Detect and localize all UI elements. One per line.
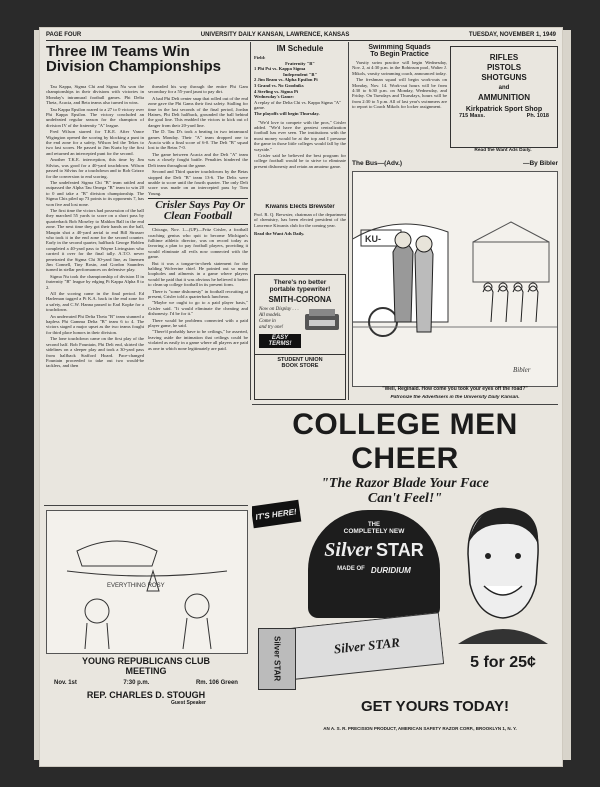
story-paragraph: A bad Phi Delt center snap that rolled out of the end zone gave the Phi Gams their first safety. Stalling for time in the last seconds of the final period, Jordan Haines, Phi Delt halfback, grounded the ball behind the goal line. This enabled the victors to kick out of danger from their 20-yard line.: [148, 95, 248, 128]
swimming-headline-2: To Begin Practice: [370, 51, 429, 58]
republicans-ad: [46, 656, 246, 756]
smith-corona-ad: [254, 274, 346, 400]
kiwanis-body: Prof. R. Q. Brewster, chairman of the department of chemistry, has been elected president of the Lawrence Kiwanis club for the coming year.: [254, 212, 346, 228]
ad-line: portable typewriter!: [269, 286, 331, 293]
ad-subhead-line-2: Can't Feel!": [367, 491, 443, 506]
shop-name: Kirkpatrick Sport Shop: [465, 106, 543, 113]
cartoon-signature: Bibler: [513, 366, 531, 374]
brand-name: SMITH-CORONA: [268, 295, 332, 304]
story-paragraph: "Maybe we ought to go to a paid player basis," Crisler said. "It would eliminate the cheating and dishonesty. I'd be for it.": [148, 300, 248, 317]
ad-price: 5 for 25¢: [470, 654, 536, 671]
cartoon-label: EVERYTHING ROSY: [107, 583, 165, 589]
paper-name: UNIVERSITY DAILY KANSAN, LAWRENCE, KANSAS: [200, 32, 350, 38]
sport-shop-ad: [450, 46, 558, 148]
story-paragraph: Another T.K.E. interception, this time by Jim Silvius, was good for a 40-yard touchdown. Wilson passed to Silvius for a touchdown and to Rob Grizzo for the conversion to end scoring.: [46, 157, 144, 179]
headline-line-1: Three IM Teams Win: [46, 44, 190, 60]
ad-line: There's no better: [273, 279, 327, 286]
game-line: 4 Sterling vs. Sigma Pi: [254, 88, 299, 94]
ad-line: Come in: [259, 319, 276, 324]
ad-line: Now on Display . . .: [259, 307, 299, 312]
im-schedule-title: IM Schedule: [276, 44, 324, 53]
logo-the: THE: [368, 522, 380, 528]
story-paragraph: But it was a tongue-in-cheek statement for the balding Wolverine chief. He pointed out so many loopholes and ailments in a game where players would be paid that it was obvious he believed it better to clean up college football in its present form.: [148, 260, 248, 288]
newspaper-page: [40, 28, 562, 766]
meeting-room: Rm. 106 Green: [195, 680, 238, 686]
swimming-story: [352, 44, 447, 164]
cartoon-title: The Bus—(Adv.): [352, 160, 403, 167]
story-paragraph: There is "some dishonesty" in football recruiting at present, Crisler told a quarterback luncheon.: [148, 288, 248, 299]
logo-duridium: DURIDIUM: [370, 566, 411, 575]
game-line: 3 Grand vs. No Goodniks: [254, 82, 304, 88]
sub-headline-box: [148, 198, 248, 225]
league-label: Fraternity "B": [285, 60, 315, 66]
guest-speaker-role: Guest Speaker: [170, 700, 206, 706]
story-paragraph: Varsity swim practice will begin Wednesday, Nov. 2, at 4:30 p.m. in the Robinson pool, Walter J. Mikols, varsity swimming coach, announced today.: [352, 60, 447, 76]
story-paragraph: All the scoring came in the final period. Ed Harleman tagged a Pi K.A. back in the end zone for a safety, and C.W. Hanna passed to Earl Kopke for a touchdown.: [46, 291, 144, 313]
story-paragraph: An underrated Phi Delta Theta "B" team stunned a hapless Phi Gamma Delta "B" team 6 to 4. The victors staged a major upset as the two teams fought for third place honors in their division.: [46, 313, 144, 335]
issue-date: TUESDAY, NOVEMBER 1, 1949: [468, 32, 556, 38]
store-name: BOOK STORE: [281, 363, 319, 369]
game-line: 1 Phi Psi vs. Kappa Sigma: [254, 66, 306, 72]
story-paragraph: The freshman squad will begin work-outs on Monday, Nov. 14. Work-out hours will be from 4:30 to 6:30 p.m. on Monday, Wednesday, and Friday. On Tuesdays and Thursdays, hours will be from 2:30 to 5 p.m. All of last year's swimmers are to report to Coach Mikols for locker assignment.: [352, 77, 447, 110]
section-rule: [252, 404, 558, 405]
ad-item: RIFLES: [489, 53, 519, 62]
logo-completely-new: COMPLETELY NEW: [343, 528, 405, 535]
story-paragraph: Tau Kappa, Sigma Chi and Sigma Nu won the championships in their divisions with victories in Monday's intramural football games. Phi Delta Theta, Acacia, and Beta teams also turned in wins.: [46, 84, 144, 106]
want-ads-tagline: Read the Want Ads Daily.: [254, 231, 305, 237]
game-line: 2 Jim Beam vs. Alpha Epsilon Pi: [254, 77, 318, 83]
ad-call-to-action: GET YOURS TODAY!: [360, 698, 510, 715]
brand-silver: Silver: [324, 539, 373, 561]
republicans-cartoon: [46, 510, 248, 654]
ad-headline: COLLEGE MEN CHEER: [292, 408, 518, 475]
cartoon-byline: —By Bibler: [522, 160, 558, 167]
ad-line: and try one!: [259, 325, 284, 330]
logo-made-of: MADE OF: [337, 566, 365, 572]
shop-phone: Ph. 1018: [526, 113, 549, 119]
blade-pack-label: Silver STAR: [290, 612, 445, 679]
story-paragraph: Second and Third quarter touchdowns by the Betas stopped the Delt "B" team 13-6. The Delts were unable to score until the fourth quarter. The only Delt score was made on an intercepted pass by Tom Young.: [148, 169, 248, 196]
ad-footer: AN A. S. R. PRECISION PRODUCT, AMERICAN SAFETY RAZOR CORP., BROOKLYN 1, N. Y.: [323, 726, 517, 731]
ad-line: All models.: [259, 313, 282, 318]
story-paragraph: The game between Acacia and the Delt "A" team was a closely fought battle. Penalties hindered the Delt team throughout the game.: [148, 151, 248, 168]
easy-terms-badge: EASY TERMS!: [259, 334, 301, 348]
its-here-badge: IT'S HERE!: [252, 500, 301, 528]
story-paragraph: Fred Wilson starred for T.K.E. After Vance Wigington opened the scoring by blocking a punt in the end zone for a safety, Wilson led the Tekes to two fast scores. He passed to Jim Kurtz by the first and returned an intercepted punt for the second.: [46, 129, 144, 156]
meeting-time: 7:30 p.m.: [123, 680, 150, 686]
ad-item: and: [498, 85, 510, 91]
ad-subhead-line-1: "The Razor Blade Your Face: [321, 476, 489, 491]
story-paragraph: Tau Kappa Epsilon roared to a 27 to 0 victory over Phi Kappa Epsilon. The victory concluded an undefeated regular season for the champion of division IV of the fraternity "A" league.: [46, 106, 144, 128]
bus-cartoon-drawing: [353, 172, 557, 386]
story-paragraph: Crisler said he believed the best program for college football would be to strive to eliminate present dishonesty and retain an amateur game.: [254, 152, 346, 169]
story-paragraph: The undefeated Sigma Chi "B" team rattled and outpassed the Alpha Tau Omega "B" team to win 20 to 0 and take a "B" division championship. The Sigma Chis piled up 73 points to its opponents 7, has won five and lost none.: [46, 179, 144, 207]
game-line: A replay of the Delta Chi vs. Kappa Sigma "A" game.: [254, 99, 341, 111]
lead-headline: [46, 44, 248, 84]
patronize-footer: Patronize the Advertisers in the University Daily Kansan.: [390, 395, 520, 400]
game-line: The playoffs will begin Thursday.: [254, 110, 320, 116]
lead-story-column-1: [46, 84, 144, 502]
silver-star-logo: [308, 510, 440, 618]
meeting-label: MEETING: [125, 666, 167, 676]
bus-sign-text: KU-: [365, 234, 381, 244]
kiwanis-story: [254, 204, 346, 266]
column-rule: [250, 42, 251, 400]
story-paragraph: The lone touchdown came on the first play of the second half. Bob Fountain, Phi Delt end, skirted the sidelines on a sleeper play and took a 30-yard pass from halfback Stafford Hoard. Pace-changed Fountain proceeded to take out two would-be tacklers, and then: [46, 336, 144, 369]
razor-blade-pack: [290, 612, 445, 681]
game-line: Wednesday's Game:: [254, 94, 294, 100]
brand-star: STAR: [376, 540, 424, 560]
story-paragraph: The first time the victors had possession of the ball they marched 55 yards to score on a short pass by quarterback Bob Moseley to Mahlon Ball in the end zone. The next time they got their hands on the ball, Maupin shot a 40-yard aerial to end Bill Strasser who took it in the end zone for the second counter. Early in the second quarter, halfback George Hoblen completed a 40-yard pass to Wayne Livingston who carried it over for the final tally. A.T.O. never penetrated the Sigma Chi 30-yard line, as linemen Jim Connell, Tiny Rosin, and Gordon Saunders turned in stellar performances on defensive play.: [46, 207, 144, 273]
cartoon-title-bar: [352, 160, 558, 170]
kiwanis-headline: Kiwanis Elects Brewster: [265, 204, 335, 210]
field-label: Field:: [254, 55, 266, 60]
ad-item: AMMUNITION: [478, 93, 530, 102]
im-schedule: [254, 44, 346, 202]
sub-headline: Crisler Says Pay Or Clean Football: [155, 199, 245, 223]
game-line: Independent "B": [282, 71, 318, 77]
column-rule: [348, 42, 349, 400]
shop-address: 715 Mass.: [459, 113, 485, 119]
cartoon-caption: "Well, Reginald. How come you took your eyes off the road?": [382, 386, 528, 392]
guest-speaker-name: REP. CHARLES D. STOUGH: [86, 690, 206, 700]
smiling-man-illustration: [448, 504, 554, 644]
blade-dispenser: Silver STAR: [258, 628, 296, 690]
republicans-cartoon-drawing: [47, 511, 247, 653]
story-paragraph: threaded his way through the entire Phi Gam secondary for a 55-yard jaunt to pay dirt.: [148, 84, 248, 95]
ad-item: SHOTGUNS: [481, 73, 527, 82]
story-paragraph: There would be problems connected with a paid player game, he said.: [148, 317, 248, 329]
story-paragraph: Chicago, Nov. 1—(UP)—Fritz Crisler, a football coaching genius who quit to become Michigan's fulltime athletic director, was on record today as favoring a plan to pay football players, providing it would eliminate all evils now connected with the game.: [148, 227, 248, 260]
lead-story-column-2: [148, 84, 248, 502]
story-paragraph: "There'd probably have to be ceilings," he asserted, leaving aside the intimation that ceilings could be violated as easily in a game where all players are paid as one in which none legitimately are paid.: [148, 329, 248, 351]
meeting-date: Nov. 1st: [54, 680, 77, 686]
crisler-continued: [254, 120, 346, 170]
page-number: PAGE FOUR: [46, 32, 82, 38]
want-ads-tagline: Read the Want Ads Daily.: [474, 148, 532, 153]
silver-star-ad: [252, 408, 558, 763]
page-header: [46, 30, 556, 41]
store-name: STUDENT UNION: [277, 357, 323, 363]
story-paragraph: "We'd love to compete with the pros," Crisler added. "We'd have the greatest centralization football has ever seen. The institutions with the most money would be at the top and I presume the game in those little colleges would fall by the wayside.": [254, 119, 346, 152]
typewriter-icon: [303, 306, 341, 332]
bus-cartoon: [352, 171, 558, 387]
club-name: YOUNG REPUBLICANS CLUB: [81, 656, 210, 666]
swimming-headline-1: Swimming Squads: [368, 44, 431, 51]
page-edge-right: [563, 30, 571, 760]
story-paragraph: Sigma Nu took the championship of division II in fraternity "B" league by edging Pi Kappa Alpha 8 to 2.: [46, 273, 144, 290]
headline-line-2: Division Championships: [46, 58, 222, 75]
section-rule: [44, 505, 248, 506]
story-paragraph: The D. Tau D's took a beating in two intramural games Monday. Their "A" team dropped one to Acacia with a final score of 6-0. The Delt "B" squad lost to the Betas 7-0.: [148, 129, 248, 151]
ad-item: PISTOLS: [486, 63, 522, 72]
